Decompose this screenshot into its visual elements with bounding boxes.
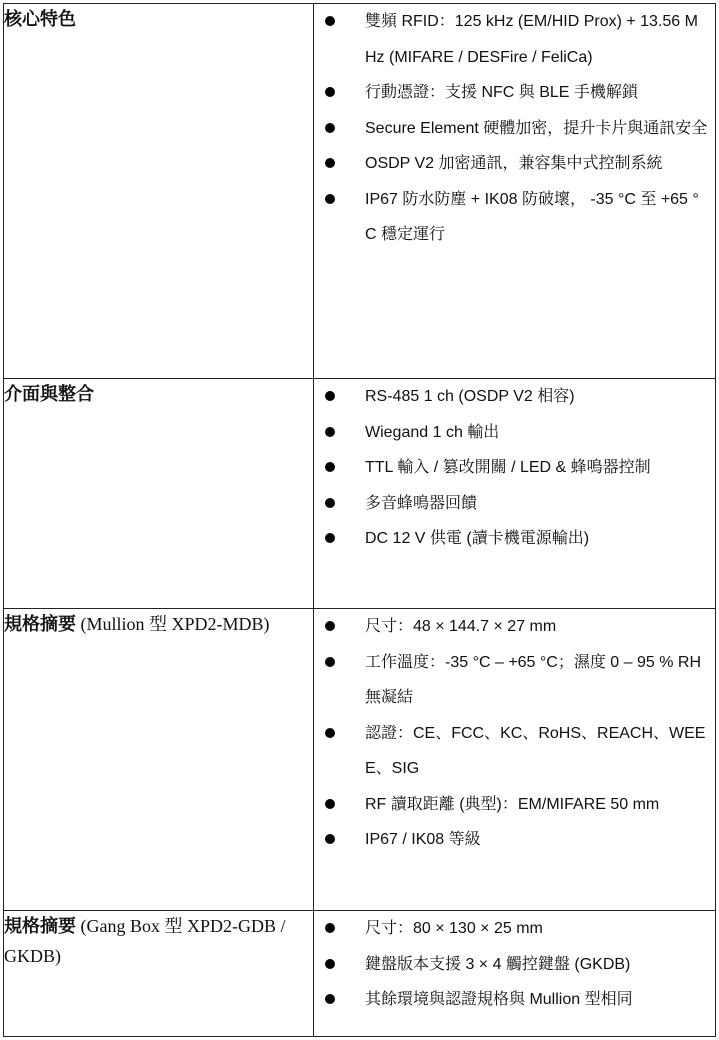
row-content-cell <box>314 4 716 379</box>
list-item-text: Wiegand 1 ch 輸出 <box>365 423 500 441</box>
list-item <box>314 450 715 486</box>
list-item <box>314 609 715 645</box>
list-item-text: 工作溫度：-35 °C – +65 °C；濕度 0 – 95 % RH 無凝結 <box>365 653 702 706</box>
list-item-text: 尺寸：48 × 144.7 × 27 mm <box>365 618 557 635</box>
list-item <box>314 111 715 147</box>
row-label-sub: (Gang Box 型 XPD2-GDB / GKDB) <box>4 916 286 966</box>
bullet-list <box>314 4 715 253</box>
list-item <box>314 146 715 182</box>
list-item <box>314 182 715 253</box>
bullet-icon <box>325 959 335 969</box>
table-row-core-features <box>4 4 716 379</box>
row-label-cell <box>4 609 314 911</box>
bullet-icon <box>325 462 335 472</box>
row-content-cell <box>314 609 716 911</box>
bullet-icon <box>325 657 335 667</box>
bullet-list <box>314 379 715 557</box>
bullet-list <box>314 609 715 858</box>
list-item-text: IP67 / IK08 等級 <box>365 831 481 848</box>
bullet-list <box>314 911 715 1018</box>
row-label: 規格摘要 <box>4 614 76 634</box>
bullet-icon <box>325 994 335 1004</box>
row-label-cell <box>4 911 314 1037</box>
table-row-spec-gangbox <box>4 911 716 1037</box>
list-item-text: DC 12 V 供電 (讀卡機電源輸出) <box>365 530 590 547</box>
bullet-icon <box>325 194 335 204</box>
list-item <box>314 787 715 823</box>
list-item-text: RS-485 1 ch (OSDP V2 相容) <box>365 388 575 405</box>
list-item-text: 鍵盤版本支援 3 × 4 觸控鍵盤 (GKDB) <box>365 955 631 973</box>
list-item-text: 多音蜂鳴器回饋 <box>365 494 478 512</box>
row-content-cell <box>314 911 716 1037</box>
row-label-cell <box>4 4 314 379</box>
list-item <box>314 521 715 557</box>
row-label-cell <box>4 379 314 609</box>
list-item-text: Secure Element 硬體加密，提升卡片與通訊安全 <box>365 119 708 137</box>
bullet-icon <box>325 87 335 97</box>
list-item-text: OSDP V2 加密通訊，兼容集中式控制系統 <box>365 155 663 172</box>
row-label: 規格摘要 <box>4 916 76 936</box>
list-item-text: 認證：CE、FCC、KC、RoHS、REACH、WEEE、SIG <box>365 724 706 777</box>
list-item <box>314 415 715 451</box>
bullet-icon <box>325 923 335 933</box>
bullet-icon <box>325 498 335 508</box>
bullet-icon <box>325 834 335 844</box>
list-item <box>314 4 715 75</box>
bullet-icon <box>325 123 335 133</box>
list-item <box>314 716 715 787</box>
bullet-icon <box>325 728 335 738</box>
bullet-icon <box>325 533 335 543</box>
list-item-text: RF 讀取距離 (典型)：EM/MIFARE 50 mm <box>365 795 660 813</box>
table-row-spec-mullion <box>4 609 716 911</box>
bullet-icon <box>325 799 335 809</box>
list-item-text: TTL 輸入 / 篡改開關 / LED & 蜂鳴器控制 <box>365 459 651 476</box>
bullet-icon <box>325 391 335 401</box>
row-label: 介面與整合 <box>4 384 94 404</box>
bullet-icon <box>325 16 335 26</box>
row-label: 核心特色 <box>4 9 76 29</box>
list-item <box>314 947 715 983</box>
list-item <box>314 75 715 111</box>
list-item <box>314 645 715 716</box>
list-item <box>314 911 715 947</box>
list-item-text: 尺寸：80 × 130 × 25 mm <box>365 920 543 937</box>
row-label-sub: (Mullion 型 XPD2-MDB) <box>80 614 270 634</box>
list-item <box>314 379 715 415</box>
list-item-text: 行動憑證：支援 NFC 與 BLE 手機解鎖 <box>365 84 638 101</box>
row-content-cell <box>314 379 716 609</box>
list-item-text: 雙頻 RFID：125 kHz (EM/HID Prox) + 13.56 MHz (MIFARE / DESFire / FeliCa) <box>365 13 698 66</box>
list-item <box>314 486 715 522</box>
bullet-icon <box>325 621 335 631</box>
list-item-text: 其餘環境與認證規格與 Mullion 型相同 <box>365 991 633 1008</box>
list-item <box>314 822 715 858</box>
table-row-interface <box>4 379 716 609</box>
list-item-text: IP67 防水防塵 + IK08 防破壞， -35 °C 至 +65 °C 穩定運行 <box>365 190 699 243</box>
list-item <box>314 982 715 1018</box>
spec-table <box>3 3 716 1037</box>
bullet-icon <box>325 158 335 168</box>
bullet-icon <box>325 427 335 437</box>
